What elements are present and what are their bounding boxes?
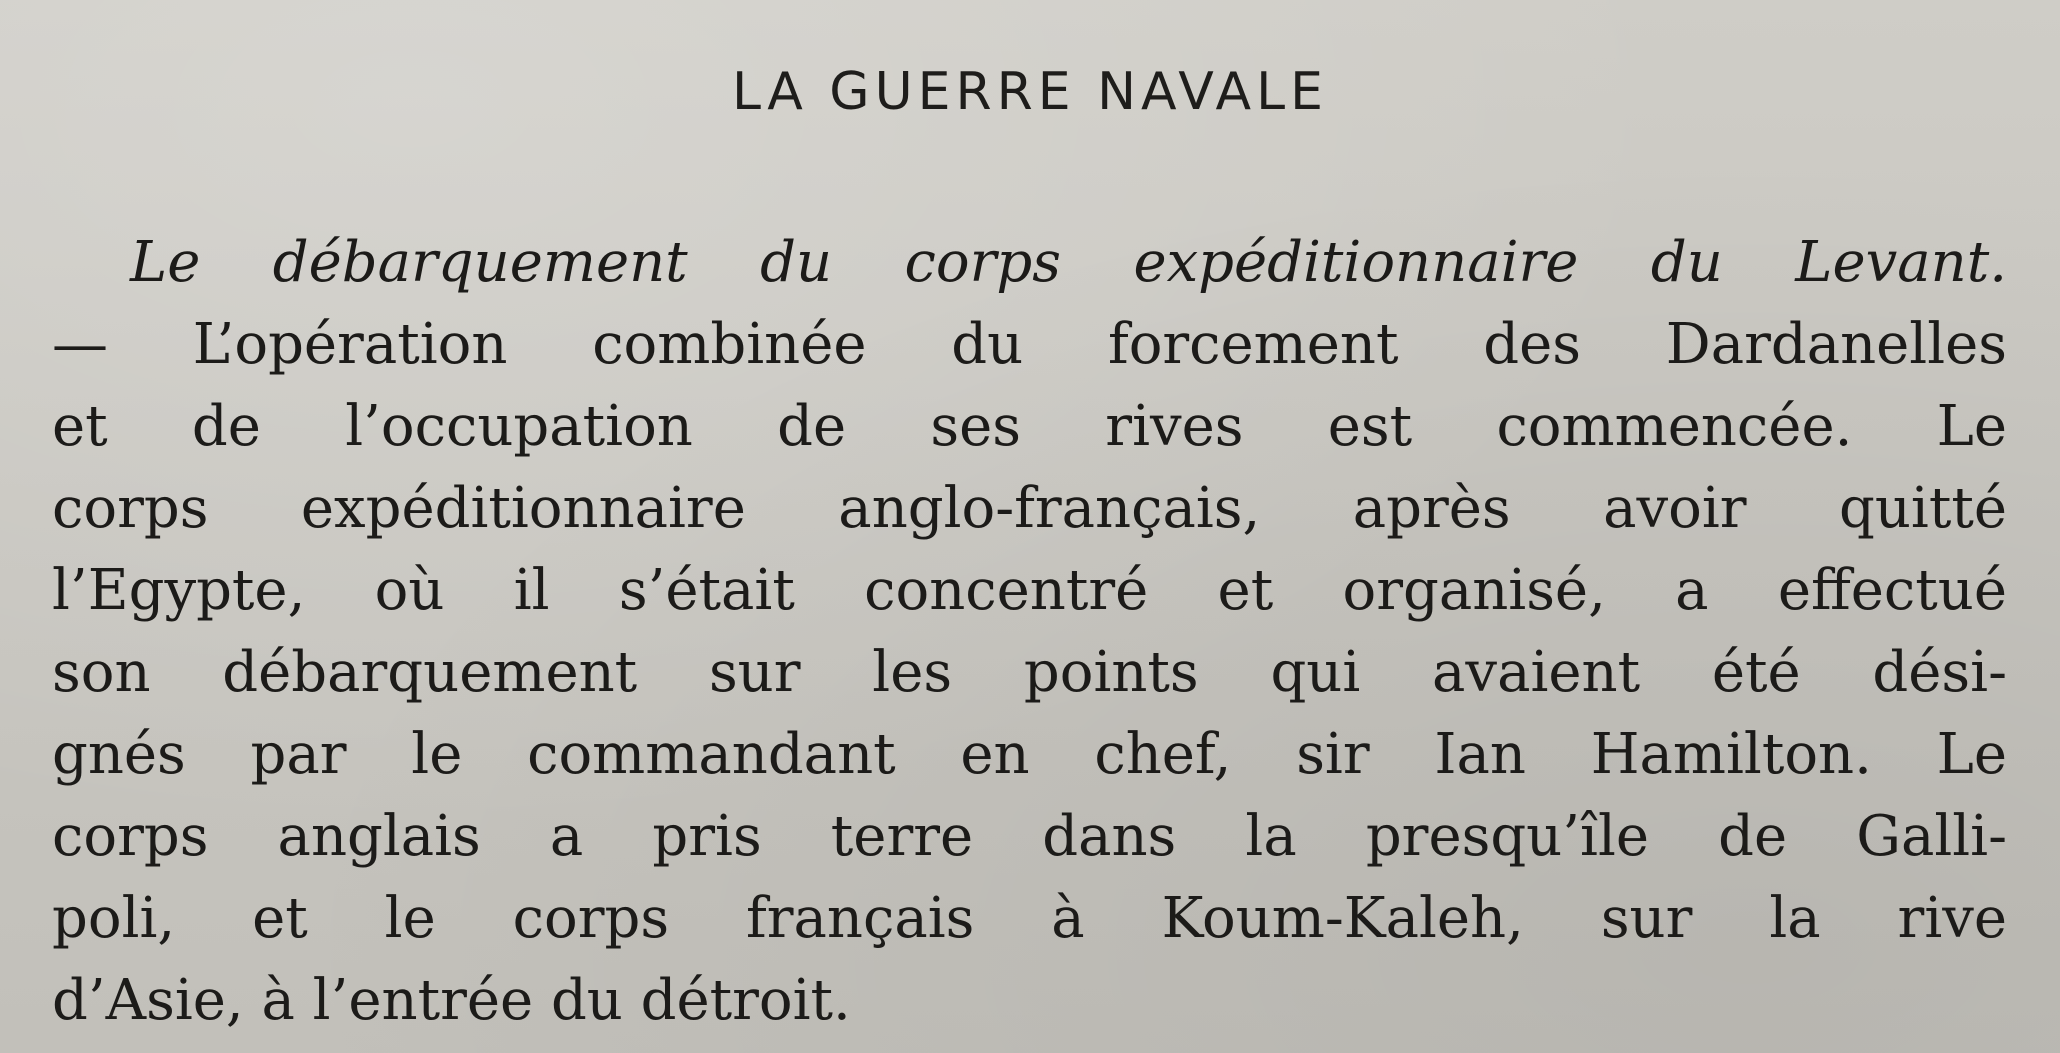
text-line: poli, et le corps français à Koum-Kaleh, sur la rive bbox=[52, 886, 2007, 951]
page-heading: LA GUERRE NAVALE bbox=[732, 62, 1328, 122]
article-body bbox=[52, 222, 2007, 1042]
subheading-line: Le débarquement du corps expéditionnaire du Levant. bbox=[130, 230, 2007, 295]
text-line: gnés par le commandant en chef, sir Ian Hamilton. Le bbox=[52, 722, 2007, 787]
text-line: l’Egypte, où il s’était concentré et organisé, a effectué bbox=[52, 558, 2007, 623]
text-line: corps anglais a pris terre dans la presqu’île de Galli- bbox=[52, 804, 2007, 869]
text-line: d’Asie, à l’entrée du détroit. bbox=[52, 968, 851, 1033]
text-line: son débarquement sur les points qui avaient été dési- bbox=[52, 640, 2007, 705]
text-line: corps expéditionnaire anglo-français, après avoir quitté bbox=[52, 476, 2007, 541]
text-line: — L’opération combinée du forcement des Dardanelles bbox=[52, 312, 2007, 377]
text-line: et de l’occupation de ses rives est commencée. Le bbox=[52, 394, 2007, 459]
